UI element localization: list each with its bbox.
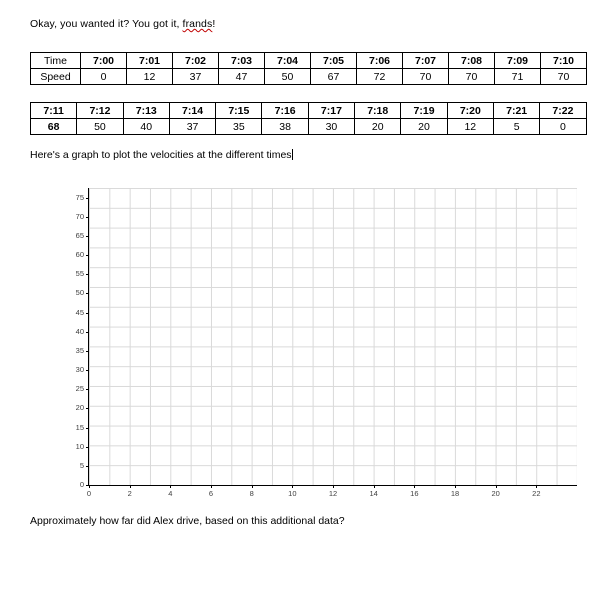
x-axis-tick-mark <box>374 485 375 488</box>
time-cell: 7:04 <box>265 53 311 69</box>
x-axis-tick-label: 20 <box>491 489 500 498</box>
speed-cell: 20 <box>401 119 447 135</box>
time-cell: 7:17 <box>308 103 354 119</box>
y-axis-tick-label: 50 <box>75 288 84 298</box>
speed-cell: 68 <box>31 119 77 135</box>
time-cell: 7:19 <box>401 103 447 119</box>
time-cell: 7:05 <box>311 53 357 69</box>
x-axis-tick-mark <box>414 485 415 488</box>
closing-question: Approximately how far did Alex drive, based on this additional data? <box>30 515 345 527</box>
y-axis-tick-label: 40 <box>75 326 84 336</box>
speed-cell: 70 <box>541 69 587 85</box>
y-axis-tick-mark <box>86 351 89 352</box>
x-axis-tick-label: 8 <box>249 489 254 498</box>
x-axis-tick-mark <box>496 485 497 488</box>
time-cell: 7:18 <box>355 103 401 119</box>
speed-table-second <box>30 102 587 135</box>
speed-cell: 30 <box>308 119 354 135</box>
row-label-time: Time <box>31 53 81 69</box>
y-axis-tick-label: 35 <box>75 345 84 355</box>
intro-text-after: ! <box>212 18 216 30</box>
y-axis-tick-label: 25 <box>75 384 84 394</box>
x-axis-tick-mark <box>130 485 131 488</box>
speed-cell: 70 <box>403 69 449 85</box>
time-cell: 7:21 <box>493 103 539 119</box>
time-cell: 7:20 <box>447 103 493 119</box>
text-cursor <box>292 149 293 160</box>
time-cell: 7:02 <box>173 53 219 69</box>
x-axis-tick-label: 4 <box>168 489 173 498</box>
x-axis-tick-mark <box>211 485 212 488</box>
row-label-speed: Speed <box>31 69 81 85</box>
x-axis-tick-mark <box>333 485 334 488</box>
time-cell: 7:07 <box>403 53 449 69</box>
y-axis-tick-label: 65 <box>75 230 84 240</box>
x-axis-tick-mark <box>252 485 253 488</box>
speed-cell: 35 <box>216 119 262 135</box>
x-axis-tick-mark <box>292 485 293 488</box>
x-axis-tick-label: 10 <box>288 489 297 498</box>
time-cell: 7:01 <box>127 53 173 69</box>
y-axis-tick-mark <box>86 274 89 275</box>
y-axis-tick-mark <box>86 332 89 333</box>
time-cell: 7:10 <box>541 53 587 69</box>
speed-cell: 37 <box>173 69 219 85</box>
speed-cell: 38 <box>262 119 308 135</box>
time-cell: 7:06 <box>357 53 403 69</box>
y-axis-tick-mark <box>86 370 89 371</box>
speed-cell: 5 <box>493 119 539 135</box>
table-row <box>31 69 587 85</box>
speed-cell: 40 <box>123 119 169 135</box>
speed-cell: 67 <box>311 69 357 85</box>
y-axis-tick-mark <box>86 389 89 390</box>
y-axis-tick-mark <box>86 408 89 409</box>
y-axis-tick-label: 55 <box>75 269 84 279</box>
speed-cell: 50 <box>265 69 311 85</box>
x-axis-tick-label: 0 <box>86 489 92 498</box>
x-axis-tick-mark <box>455 485 456 488</box>
y-axis-tick-mark <box>86 217 89 218</box>
speed-table-first <box>30 52 587 85</box>
x-axis-tick-label: 18 <box>450 489 460 498</box>
y-axis-tick-label: 70 <box>75 211 84 221</box>
speed-cell: 47 <box>219 69 265 85</box>
graph-caption <box>30 149 293 161</box>
velocity-graph <box>30 175 586 500</box>
table-row <box>31 103 587 119</box>
x-axis-tick-mark <box>89 485 90 488</box>
time-cell: 7:11 <box>31 103 77 119</box>
y-axis-tick-label: 0 <box>79 480 84 489</box>
speed-cell: 12 <box>127 69 173 85</box>
speed-cell: 0 <box>540 119 586 135</box>
speed-cell: 72 <box>357 69 403 85</box>
x-axis-tick-label: 6 <box>208 489 214 498</box>
table-row <box>31 53 587 69</box>
y-axis-tick-label: 45 <box>75 307 84 317</box>
x-axis-tick-label: 16 <box>410 489 419 498</box>
graph-plot-area <box>75 188 577 498</box>
y-axis-tick-label: 20 <box>75 403 84 413</box>
x-axis-tick-mark <box>170 485 171 488</box>
time-cell: 7:22 <box>540 103 586 119</box>
speed-cell: 37 <box>169 119 215 135</box>
y-axis-tick-mark <box>86 428 89 429</box>
speed-cell: 0 <box>81 69 127 85</box>
x-axis-tick-label: 22 <box>532 489 541 498</box>
time-cell: 7:13 <box>123 103 169 119</box>
time-cell: 7:08 <box>449 53 495 69</box>
intro-text-before: Okay, you wanted it? You got it, <box>30 18 183 30</box>
y-axis-tick-mark <box>86 293 89 294</box>
x-axis-tick-mark <box>536 485 537 488</box>
y-axis-tick-label: 75 <box>75 192 84 202</box>
table-row <box>31 119 587 135</box>
y-axis-tick-label: 10 <box>75 441 84 451</box>
y-axis-tick-mark <box>86 447 89 448</box>
speed-cell: 71 <box>495 69 541 85</box>
y-axis-tick-mark <box>86 236 89 237</box>
time-cell: 7:15 <box>216 103 262 119</box>
intro-line <box>30 18 215 30</box>
y-axis-tick-mark <box>86 198 89 199</box>
y-axis-tick-label: 15 <box>75 422 84 432</box>
time-cell: 7:00 <box>81 53 127 69</box>
speed-cell: 70 <box>449 69 495 85</box>
y-axis-tick-label: 60 <box>75 250 84 260</box>
y-axis-tick-label: 30 <box>75 365 84 375</box>
time-cell: 7:03 <box>219 53 265 69</box>
time-cell: 7:12 <box>77 103 123 119</box>
time-cell: 7:09 <box>495 53 541 69</box>
time-cell: 7:14 <box>169 103 215 119</box>
x-axis-tick-label: 14 <box>369 489 378 498</box>
y-axis-tick-mark <box>86 466 89 467</box>
speed-cell: 20 <box>355 119 401 135</box>
graph-caption-text: Here's a graph to plot the velocities at the different times <box>30 149 292 161</box>
y-axis-tick-mark <box>86 313 89 314</box>
time-cell: 7:16 <box>262 103 308 119</box>
x-axis-tick-label: 2 <box>127 489 132 498</box>
speed-cell: 12 <box>447 119 493 135</box>
x-axis-tick-label: 12 <box>328 489 338 498</box>
speed-cell: 50 <box>77 119 123 135</box>
y-axis-tick-label: 5 <box>79 460 84 470</box>
y-axis-tick-mark <box>86 255 89 256</box>
spellcheck-word: frands <box>182 18 213 30</box>
